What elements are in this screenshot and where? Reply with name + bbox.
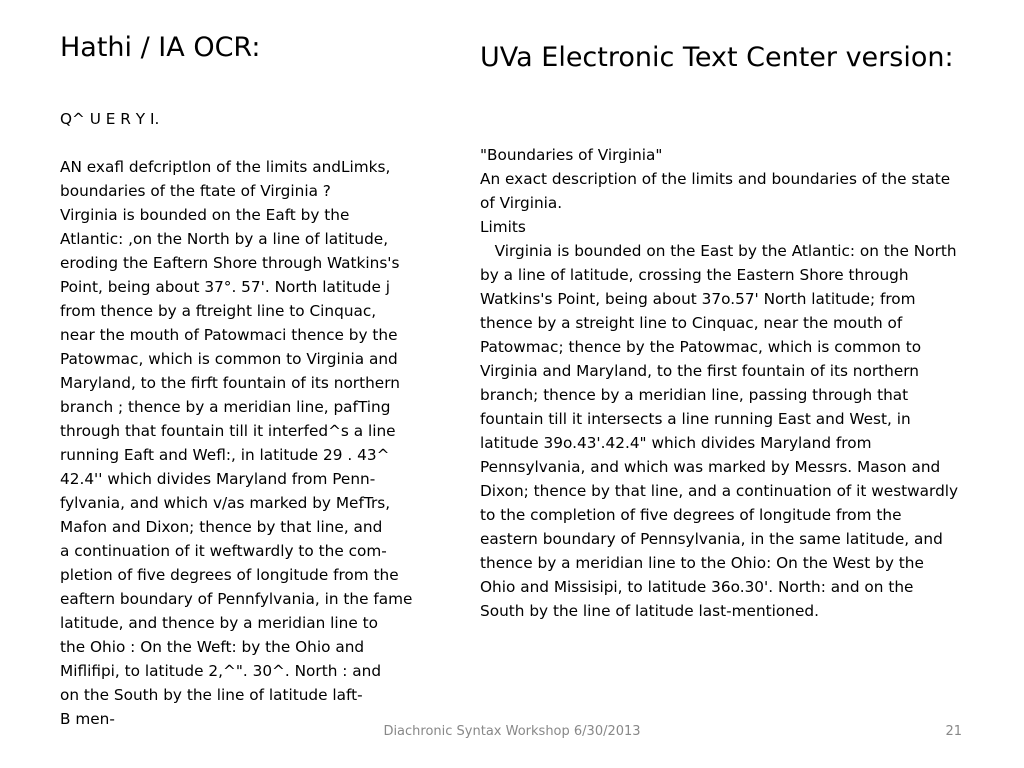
ocr-text-line: Mafon and Dixon; thence by that line, and [60, 518, 383, 536]
etext-text-line: Pennsylvania, and which was marked by Messrs. Mason and [480, 458, 941, 476]
etext-text-line: Virginia and Maryland, to the first fountain of its northern [480, 362, 919, 380]
ocr-text-line [60, 131, 460, 155]
ocr-text-line: Miflifipi, to latitude 2,^". 30^. North : and [60, 662, 382, 680]
etext-text-column [480, 143, 1000, 623]
ocr-text-line: Virginia is bounded on the Eaft by the [60, 206, 350, 224]
etext-text-line: branch; thence by a meridian line, passing through that [480, 386, 909, 404]
ocr-text-column [60, 107, 460, 731]
ocr-text-line: eaftern boundary of Pennfylvania, in the fame [60, 590, 413, 608]
etext-text-line: of Virginia. [480, 194, 563, 212]
etext-text-line: eastern boundary of Pennsylvania, in the same latitude, and [480, 530, 943, 548]
ocr-text-line: Maryland, to the firft fountain of its northern [60, 374, 400, 392]
ocr-text-line: 42.4'' which divides Maryland from Penn- [60, 470, 376, 488]
ocr-text-line: branch ; thence by a meridian line, pafTing [60, 398, 391, 416]
etext-text-line: Watkins's Point, being about 37o.57' North latitude; from [480, 290, 916, 308]
ocr-text-line: B men- [60, 710, 115, 728]
ocr-text-line: pletion of five degrees of longitude from the [60, 566, 399, 584]
etext-text-line: fountain till it intersects a line running East and West, in [480, 410, 911, 428]
ocr-text-line: the Ohio : On the Weft: by the Ohio and [60, 638, 365, 656]
etext-text-line: "Boundaries of Virginia" [480, 146, 663, 164]
ocr-column-title: Hathi / IA OCR: [60, 32, 261, 63]
etext-text-line: latitude 39o.43'.42.4" which divides Maryland from [480, 434, 872, 452]
footer-text: Diachronic Syntax Workshop 6/30/2013 [383, 724, 641, 739]
etext-text-line: An exact description of the limits and boundaries of the state [480, 170, 951, 188]
page-number: 21 [945, 724, 962, 739]
etext-text-line: Ohio and Missisipi, to latitude 36o.30'. North: and on the [480, 578, 914, 596]
etext-column-title: UVa Electronic Text Center version: [480, 42, 954, 73]
ocr-text-line: latitude, and thence by a meridian line to [60, 614, 378, 632]
etext-text-line: Patowmac; thence by the Patowmac, which is common to [480, 338, 922, 356]
ocr-text-line: from thence by a ftreight line to Cinquac, [60, 302, 377, 320]
ocr-text-line: near the mouth of Patowmaci thence by the [60, 326, 398, 344]
etext-text-line: Dixon; thence by that line, and a continuation of it westwardly [480, 482, 959, 500]
ocr-text-line: boundaries of the ftate of Virginia ? [60, 182, 331, 200]
ocr-text-line: through that fountain till it interfed^s a line [60, 422, 396, 440]
etext-text-line: thence by a meridian line to the Ohio: On the West by the [480, 554, 924, 572]
ocr-text-line: AN exafl defcriptlon of the limits andLimks, [60, 158, 391, 176]
etext-text-line: to the completion of five degrees of longitude from the [480, 506, 902, 524]
etext-text-line: Virginia is bounded on the East by the Atlantic: on the North [480, 242, 957, 260]
ocr-text-line: on the South by the line of latitude laft- [60, 686, 363, 704]
ocr-text-line: Point, being about 37°. 57'. North latitude j [60, 278, 391, 296]
etext-text-line: South by the line of latitude last-mentioned. [480, 602, 819, 620]
ocr-text-line: a continuation of it weftwardly to the com- [60, 542, 387, 560]
etext-text-line: by a line of latitude, crossing the Eastern Shore through [480, 266, 909, 284]
ocr-text-line: running Eaft and Wefl:, in latitude 29 . 43^ [60, 446, 390, 464]
ocr-text-line: Patowmac, which is common to Virginia and [60, 350, 398, 368]
ocr-text-line: eroding the Eaftern Shore through Watkins's [60, 254, 400, 272]
etext-text-line: thence by a streight line to Cinquac, near the mouth of [480, 314, 903, 332]
ocr-text-line: fylvania, and which v/as marked by MefTrs, [60, 494, 391, 512]
ocr-text-line: Q^ U E R Y I. [60, 110, 160, 128]
ocr-text-line: Atlantic: ,on the North by a line of latitude, [60, 230, 389, 248]
etext-text-line: Limits [480, 218, 526, 236]
